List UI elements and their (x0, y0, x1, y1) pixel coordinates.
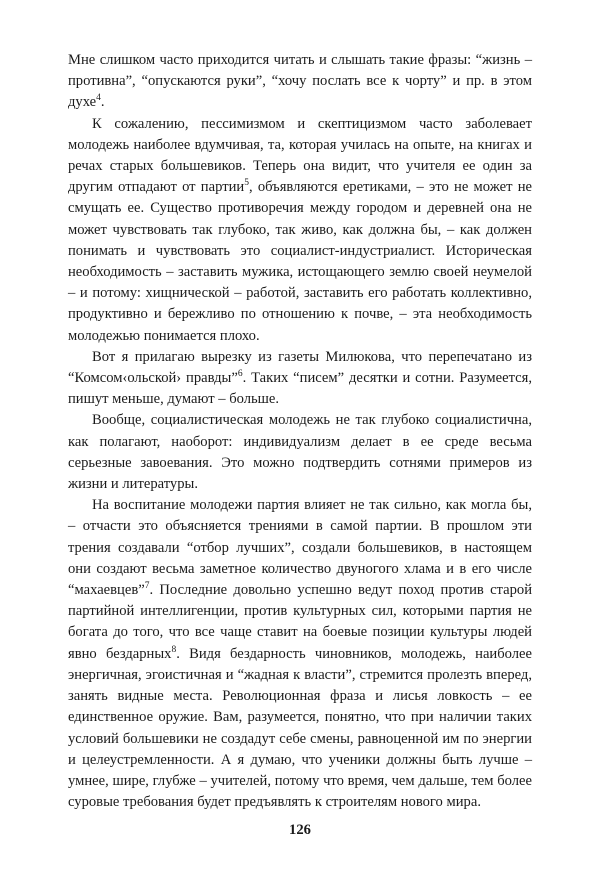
paragraph-1 (68, 50, 532, 114)
paragraph-4-text: Вообще, социалистическая молодежь не так глубоко социалистична, как полагают, наоборот: индивидуализм делает в ее среде весьма серьезные завоевания. Это можно подтвердить сотнями примеров из жизни и литературы. (68, 412, 532, 493)
body-text (68, 50, 532, 813)
paragraph-5-tail: . Последние довольно успешно ведут поход против старой партийной интеллигенции, против культурных сил, которыми партия не богата до того, что все чаще ставит на боевые позиции культуры людей явно бездарных (68, 582, 532, 662)
footnote-marker-7: 7 (144, 581, 150, 592)
paragraph-5-continued: . Видя бездарность чиновников, молодежь, наиболее энергичная, эгоистичная и “жадная к власти”, стремится пролезть вперед, занять видные места. Революционная фраза и лисья ловкость – ее единственное оружие. Вам, разумеется, понятно, что при наличии таких условий большевики не создадут себе смены, равноценной им по энергии и целеустремленности. А я думаю, что ученики должны быть лучше – умнее, шире, глубже – учителей, потому что время, чем дальше, тем более суровые требования будет предъявлять к строителям нового мира. (68, 645, 532, 811)
paragraph-1-tail: . (100, 94, 105, 111)
paragraph-5-text: На воспитание молодежи партия влияет не так сильно, как могла бы, – отчасти это объясняется трениями в самой партии. В прошлом эти трения создавали “отбор лучших”, создали большевиков, в настоящем они создают весьма заметное количество двуногого хлама и в его числе “махаевцев” (68, 497, 532, 599)
footnote-marker-6: 6 (237, 369, 243, 380)
paragraph-3 (68, 347, 532, 411)
paragraph-3-text: Вот я прилагаю вырезку из газеты Милюкова, что перепечатано из “Комсом‹ольской› правды” (68, 348, 532, 387)
footnote-marker-4: 4 (96, 93, 101, 104)
footnote-marker-8: 8 (171, 644, 177, 655)
paragraph-2-text: К сожалению, пессимизмом и скептицизмом часто заболевает молодежь наиболее вдумчивая, та, которая училась на опыте, на книгах и речах старых большевиков. Теперь она видит, что учителя ее один за другим отпадают от партии (68, 115, 532, 196)
footnote-marker-5: 5 (244, 178, 249, 189)
paragraph-2 (68, 114, 532, 347)
paragraph-3-tail: . Таких “писем” десятки и сотни. Разумеется, пишут меньше, думают – больше. (68, 370, 532, 408)
paragraph-5 (68, 495, 532, 813)
paragraph-2-tail: , объявляются еретиками, – это не может не смущать ее. Существо противоречия между городом и деревней она не может чувствовать так глубоко, так живо, как должна бы, – как должен понимать и чувствовать это социалист-индустриалист. Историческая необходимость – заставить мужика, истощающего землю своей неумелой – и потому: хищнической – работой, заставить его работать коллективно, продуктивно и бережливо по отношению к почве, – эта необходимость молодежью понимается плохо. (68, 179, 532, 344)
paragraph-4 (68, 410, 532, 495)
page-number: 126 (289, 822, 311, 838)
paragraph-1-text: Мне слишком часто приходится читать и слышать такие фразы: “жизнь – противна”, “опускаются руки”, “хочу послать все к чорту” и пр. в этом духе (68, 52, 532, 111)
